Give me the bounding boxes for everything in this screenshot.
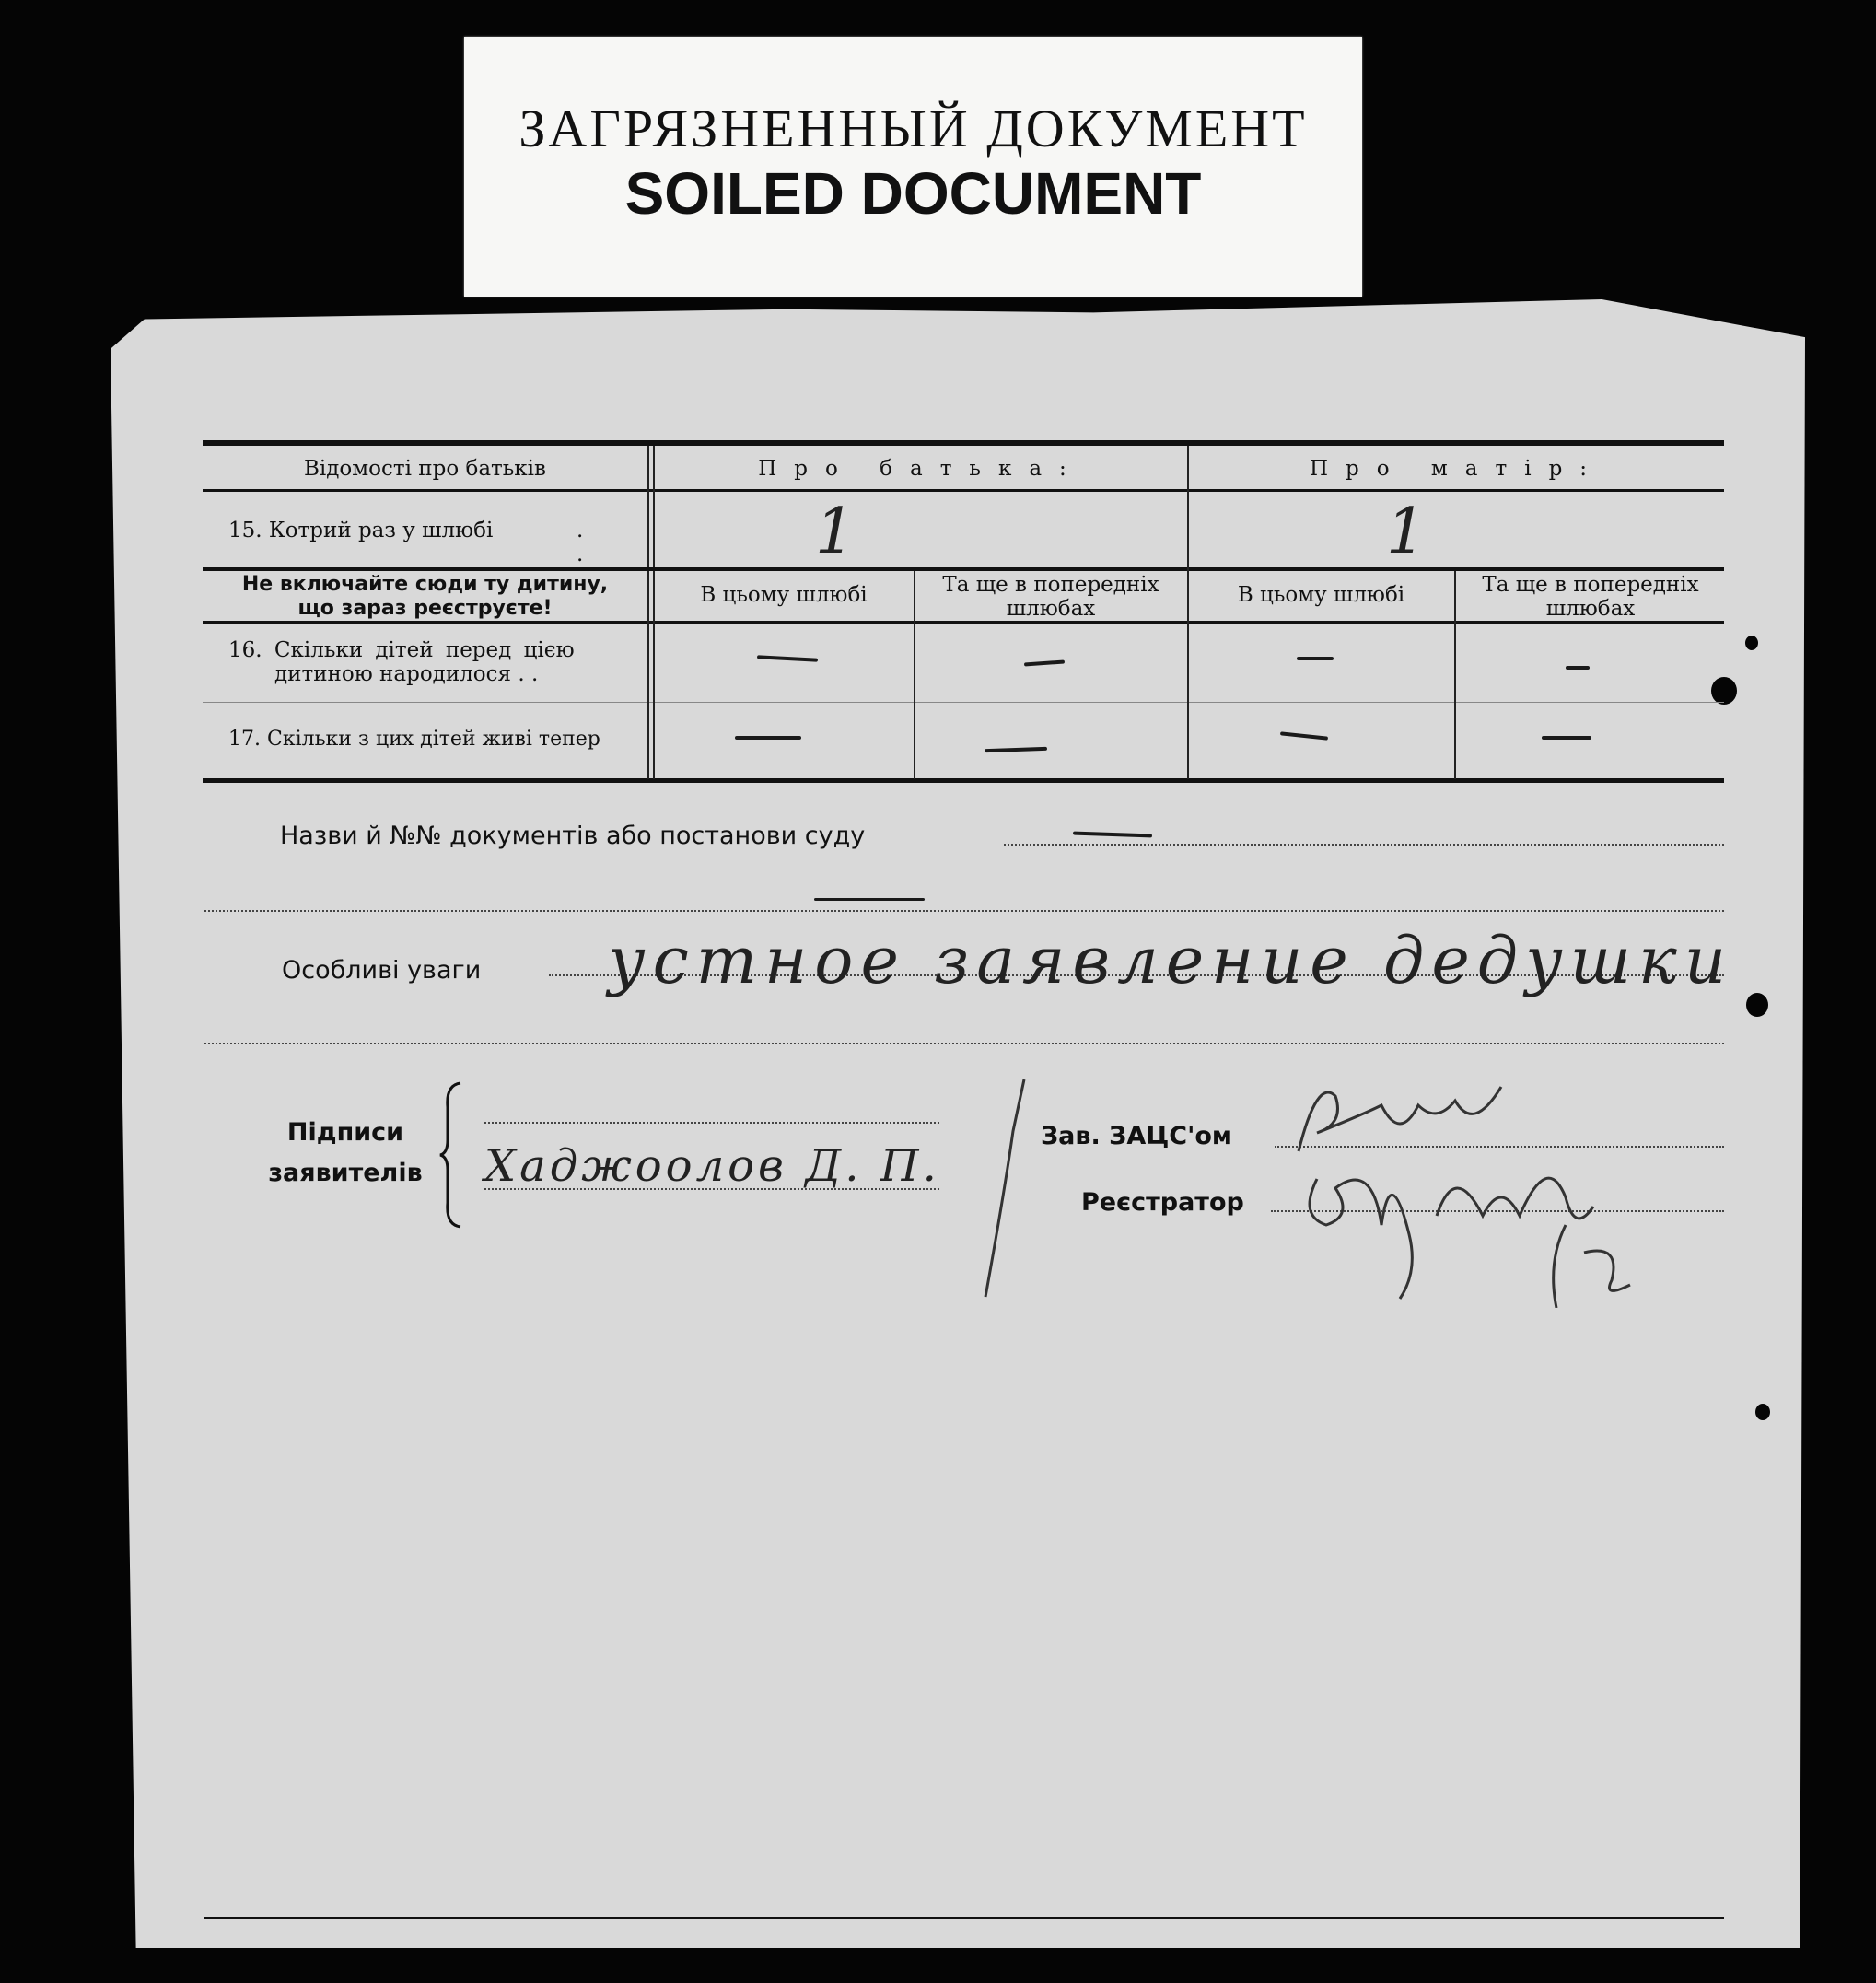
signatures-brace <box>438 1079 466 1231</box>
soiled-document-label <box>464 37 1362 297</box>
row17-label: 17. Скільки з цих дітей живі тепер <box>228 728 600 751</box>
signatures-label-line1: Підписи <box>286 1118 404 1147</box>
row16-label <box>228 638 634 686</box>
page-bottom-rule <box>204 1917 1724 1919</box>
table-top-rule <box>203 440 1724 446</box>
table-rule <box>203 621 1724 624</box>
row16-line1: 16. Скільки дітей перед цією <box>228 638 575 662</box>
mother-this-marriage: В цьому шлюбі <box>1237 583 1405 607</box>
paper-hole <box>1755 1404 1770 1420</box>
header-mother: Про матір: <box>1309 457 1605 481</box>
signature-stroke <box>976 1076 1031 1306</box>
sub-prev-line2: шлюбах <box>1006 597 1096 621</box>
note-line1: Не включайте сюди ту дитину, <box>241 573 609 596</box>
father-prev-marriages <box>916 573 1185 621</box>
table-divider <box>914 571 915 779</box>
dash-mark <box>1542 736 1591 740</box>
sub-prev-line1: Та ще в попередніх <box>942 573 1159 597</box>
paper-hole <box>1745 636 1758 650</box>
paper-hole <box>1711 677 1737 705</box>
table-rule <box>203 489 1724 492</box>
table-divider <box>653 571 655 779</box>
table-divider <box>647 446 649 567</box>
sub-prev-line2: шлюбах <box>1545 597 1636 621</box>
dash-mark <box>1297 657 1334 660</box>
table-rule <box>203 567 1724 571</box>
dash-mark <box>814 898 925 901</box>
head-label: Зав. ЗАЦС'ом <box>1041 1122 1232 1150</box>
remarks-label: Особливі уваги <box>282 956 482 985</box>
documents-line-2 <box>204 910 1724 912</box>
label-english: SOILED DOCUMENT <box>624 160 1202 227</box>
row16-line2: дитиною народилося . . <box>274 662 539 686</box>
header-parents-info: Відомості про батьків <box>304 457 546 481</box>
row15-mother-value: 1 <box>1386 496 1427 568</box>
row15-label: 15. Котрий раз у шлюбі <box>228 519 494 542</box>
registrar-label: Реєстратор <box>1081 1188 1244 1217</box>
documents-line <box>1004 844 1724 846</box>
father-this-marriage: В цьому шлюбі <box>700 583 868 607</box>
table-divider <box>653 446 655 567</box>
label-russian: ЗАГРЯЗНЕННЫЙ ДОКУМЕНТ <box>519 99 1308 158</box>
applicant-signature: Хаджоолов Д. П. <box>484 1140 940 1192</box>
table-divider <box>1454 571 1456 779</box>
row15-dots: . . <box>577 519 602 566</box>
signatures-label-line2: заявителів <box>268 1159 423 1187</box>
signatures-label <box>249 1113 442 1194</box>
row15-father-value: 1 <box>815 496 856 568</box>
table-bottom-rule <box>203 778 1724 783</box>
applicant-line-1 <box>484 1122 939 1124</box>
table-rule <box>203 702 1724 703</box>
dash-mark <box>1566 666 1590 670</box>
header-father: Про батька: <box>758 457 1084 481</box>
remarks-handwritten: устное заявление дедушки <box>608 923 1733 998</box>
remarks-line-2 <box>204 1043 1724 1044</box>
note-exclude-child <box>203 573 647 621</box>
dash-mark <box>735 736 801 740</box>
registrar-signature <box>1299 1124 1649 1308</box>
documents-label: Назви й №№ документів або постанови суду <box>280 822 866 850</box>
paper-hole <box>1746 993 1768 1017</box>
sub-prev-line1: Та ще в попередніх <box>1482 573 1699 597</box>
table-divider <box>1187 446 1189 779</box>
note-line2: що зараз реєструєте! <box>297 597 553 620</box>
mother-prev-marriages <box>1457 573 1724 621</box>
